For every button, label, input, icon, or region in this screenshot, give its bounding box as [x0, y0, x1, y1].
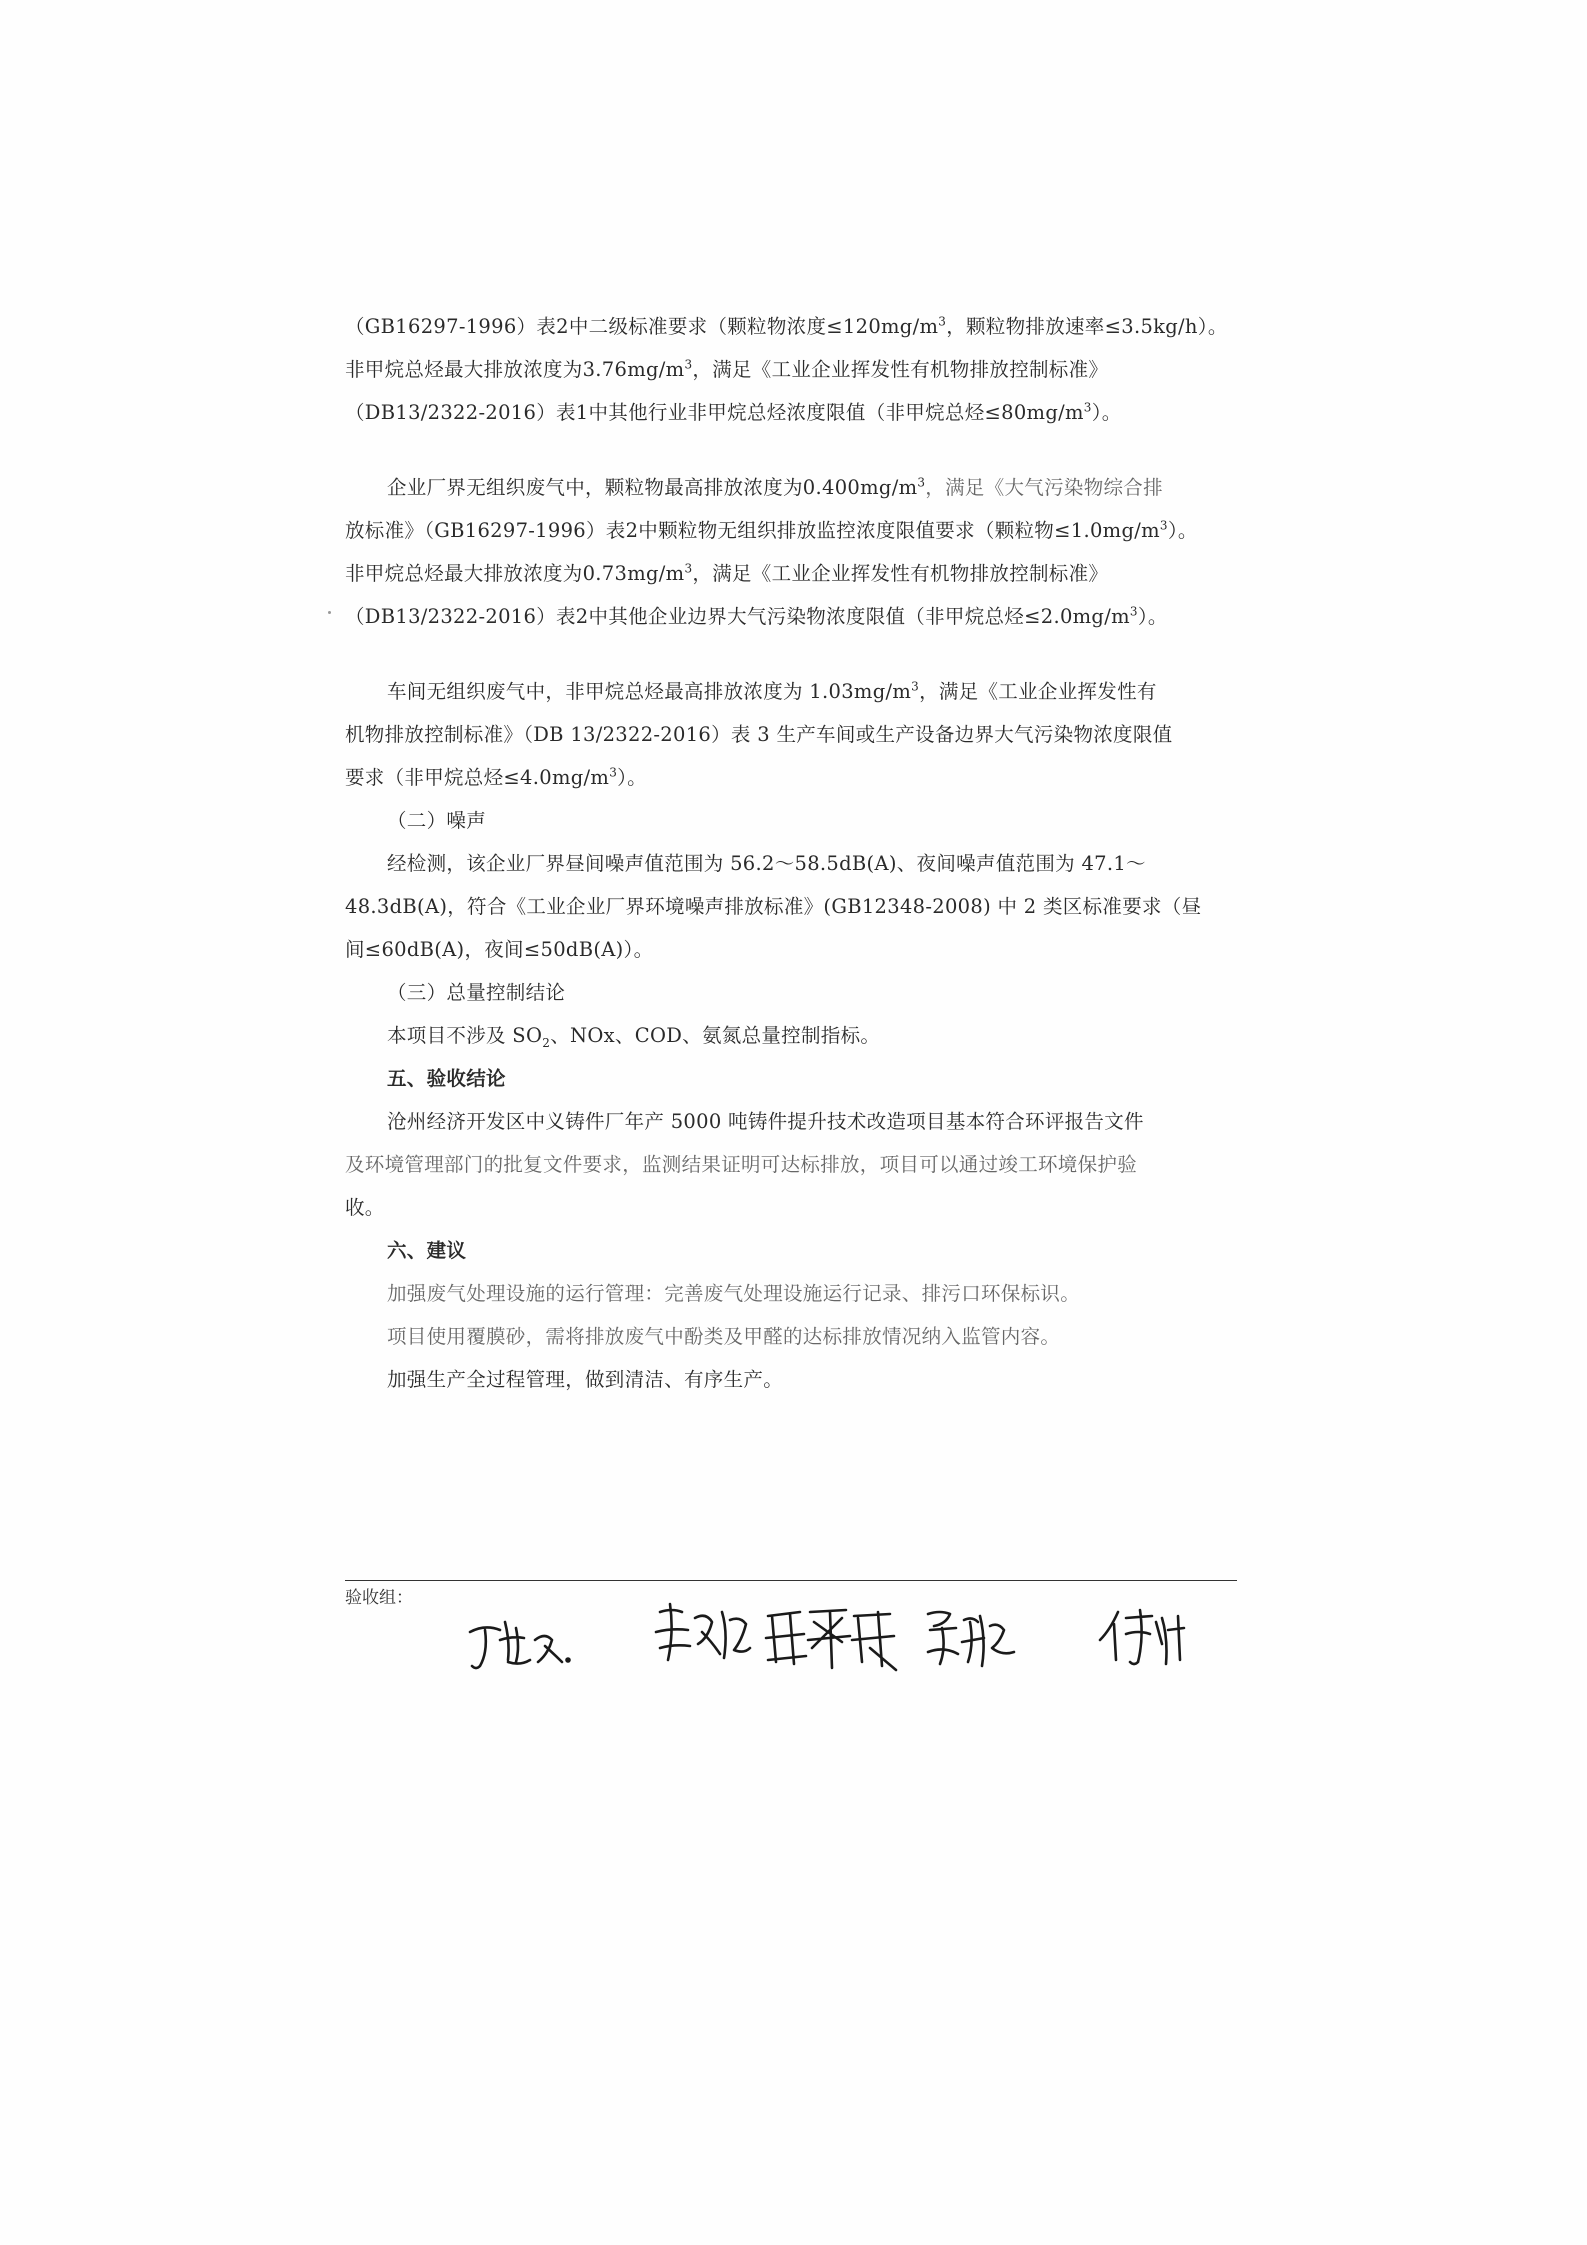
signature-2 — [656, 1604, 750, 1660]
text-line — [345, 670, 1237, 713]
text-line: 沧州经济开发区中义铸件厂年产 5000 吨铸件提升技术改造项目基本符合环评报告文件 — [387, 1110, 1144, 1133]
signature-3 — [766, 1610, 896, 1670]
text-span: ，满足《工业企业挥发性有机物排放控制标准》 — [692, 562, 1109, 585]
text-span: 及环境管理部门的批复文件要求，监测结果证明可达标排放，项目可以通过竣工环境保护验 — [345, 1153, 1138, 1176]
text-span: 放标准》（GB16297-1996）表2中颗粒物无组织排放监控浓度限值要求（颗粒物≤1.0mg/m — [345, 519, 1160, 542]
text-span: 、NOx、COD、氨氮总量控制指标。 — [550, 1024, 881, 1047]
section-heading-suggestions: 六、建议 — [387, 1239, 467, 1262]
text-span: 本项目不涉及 SO — [387, 1024, 543, 1047]
text-line: 加强生产全过程管理，做到清洁、有序生产。 — [387, 1368, 784, 1391]
superscript: 3 — [938, 314, 947, 329]
superscript: 3 — [911, 679, 920, 694]
superscript: 3 — [1083, 400, 1092, 415]
subscript: 2 — [542, 1035, 551, 1050]
document-body — [345, 305, 1237, 1401]
text-span: 车间无组织废气中，非甲烷总烃最高排放浓度为 1.03mg/m — [387, 680, 912, 703]
text-span: ，满足《工业企业挥发性有 — [919, 680, 1157, 703]
paragraph-workshop-emission — [345, 670, 1237, 1401]
text-line — [345, 305, 1237, 348]
superscript: 3 — [609, 765, 618, 780]
text-span: ）。 — [617, 766, 647, 789]
text-line: 48.3dB(A)，符合《工业企业厂界环境噪声排放标准》(GB12348-2008) 中 2 类区标准要求（昼 — [345, 895, 1202, 918]
text-span: ，满足《大气污染物综合排 — [925, 476, 1163, 499]
text-span: 要求（非甲烷总烃≤4.0mg/m — [345, 766, 610, 789]
scan-speck — [328, 611, 331, 614]
text-line — [345, 595, 1237, 638]
section-heading-total-control: （三）总量控制结论 — [387, 981, 566, 1004]
section-heading-conclusion: 五、验收结论 — [387, 1067, 506, 1090]
paragraph-gap — [345, 434, 1237, 466]
text-span: ）。 — [1137, 605, 1168, 628]
superscript: 3 — [1129, 604, 1138, 619]
paragraph-boundary-emission — [345, 466, 1237, 638]
handwritten-signatures — [450, 1582, 1230, 1692]
text-span: 加强废气处理设施的运行管理：完善废气处理设施运行记录、排污口环保标识。 — [387, 1282, 1081, 1305]
text-span: （DB13/2322-2016）表2中其他企业边界大气污染物浓度限值（非甲烷总烃≤2.0mg/m — [345, 605, 1130, 628]
signature-5 — [1100, 1610, 1184, 1664]
text-span: 项目使用覆膜砂，需将排放废气中酚类及甲醛的达标排放情况纳入监管内容。 — [387, 1325, 1061, 1348]
text-span: 非甲烷总烃最大排放浓度为0.73mg/m — [345, 562, 685, 585]
superscript: 3 — [684, 357, 693, 372]
text-line — [345, 1315, 1237, 1358]
text-span: 机物排放控制标准》（DB 13/2322-2016）表 3 生产车间或生产设备边界大气污染物浓度限值 — [345, 723, 1173, 746]
text-line — [345, 509, 1237, 552]
text-line — [345, 552, 1237, 595]
text-span: 非甲烷总烃最大排放浓度为3.76mg/m — [345, 358, 685, 381]
paragraph-gap — [345, 638, 1237, 670]
text-span: ，颗粒物排放速率≤3.5kg/h）。 — [946, 315, 1228, 338]
text-span: ）。 — [1091, 401, 1122, 424]
text-line — [345, 1143, 1237, 1186]
superscript: 3 — [917, 475, 926, 490]
section-heading-noise: （二）噪声 — [387, 809, 487, 832]
paragraph-organized-emission — [345, 305, 1237, 434]
text-line — [345, 466, 1237, 509]
signature-label: 验收组： — [345, 1588, 413, 1608]
text-line — [345, 391, 1237, 434]
text-line — [345, 713, 1237, 756]
text-span: （GB16297-1996）表2中二级标准要求（颗粒物浓度≤120mg/m — [345, 315, 939, 338]
text-line — [345, 756, 1237, 799]
text-line — [345, 348, 1237, 391]
text-line: 间≤60dB(A)，夜间≤50dB(A)）。 — [345, 938, 654, 961]
text-line: 经检测，该企业厂界昼间噪声值范围为 56.2～58.5dB(A)、夜间噪声值范围为 47.1～ — [387, 852, 1146, 875]
text-span: ，满足《工业企业挥发性有机物排放控制标准》 — [692, 358, 1109, 381]
text-line — [345, 1272, 1237, 1315]
text-line — [345, 1014, 1237, 1057]
superscript: 3 — [1159, 518, 1168, 533]
signature-4 — [928, 1612, 1014, 1666]
text-line: 收。 — [345, 1196, 385, 1219]
text-span: ）。 — [1167, 519, 1198, 542]
superscript: 3 — [684, 561, 693, 576]
signature-1 — [470, 1622, 570, 1668]
text-span: （DB13/2322-2016）表1中其他行业非甲烷总烃浓度限值（非甲烷总烃≤80mg/m — [345, 401, 1084, 424]
text-span: 企业厂界无组织废气中，颗粒物最高排放浓度为0.400mg/m — [387, 476, 918, 499]
signature-divider — [345, 1580, 1237, 1581]
